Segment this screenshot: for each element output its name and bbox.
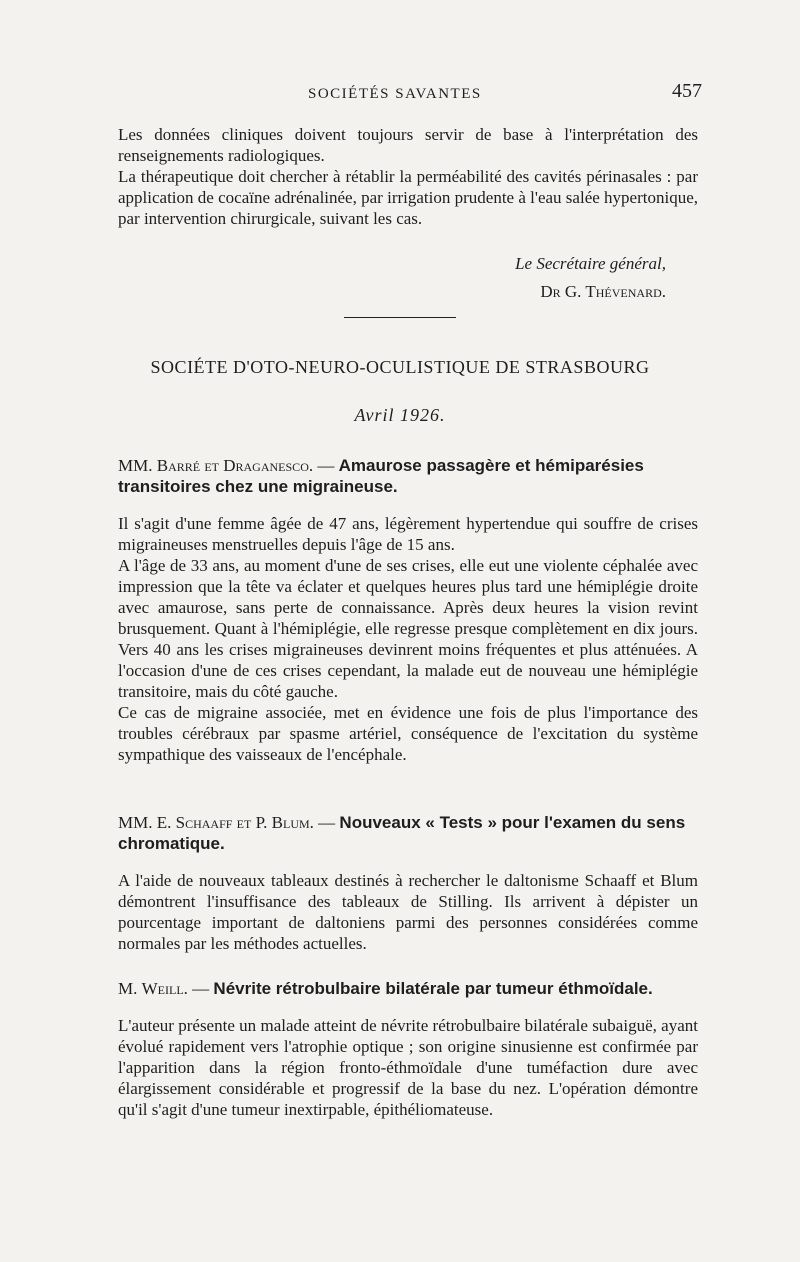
paragraph: A l'âge de 33 ans, au moment d'une de ses crises, elle eut une violente céphalée avec impression que la tête va éclater et quelques heures plus tard une hémiplégie droite avec amaurose, sans perte de connaissance. Après deux heures la vision revint brusquement. Quant à l'hémiplégie, elle regresse presque complètement en dix jours. Vers 40 ans les crises migraineuses devinrent moins fréquentes et plus atténuées. A l'occasion d'une de ces crises cependant, la malade eut de nouveau une hémiplégie transitoire, mais du côté gauche. <box>118 556 698 701</box>
society-date: Avril 1926. <box>354 405 446 425</box>
authors-prefix: MM. <box>118 456 153 475</box>
separator: — <box>318 813 336 832</box>
communication-heading <box>118 978 698 999</box>
paragraph: A l'aide de nouveaux tableaux destinés à rechercher le daltonisme Schaaff et Blum démontrent l'insuffisance des tableaux de Stilling. Ils arrivent à dépister un pourcentage important de daltoniens parmi des personnes considérées comme normales par les méthodes actuelles. <box>118 871 698 953</box>
communication-3 <box>118 978 698 1120</box>
paragraph: Il s'agit d'une femme âgée de 47 ans, légèrement hypertendue qui souffre de crises migraineuses menstruelles depuis l'âge de 15 ans. <box>118 514 698 554</box>
authors: E. Schaaff et P. Blum. <box>156 813 314 832</box>
authors: Barré et Draganesco. <box>156 456 314 475</box>
authors: Weill. <box>141 979 188 998</box>
separator: — <box>192 979 210 998</box>
section-divider <box>344 317 456 318</box>
signature <box>515 250 666 306</box>
intro-paragraph-2: La thérapeutique doit chercher à rétablir la perméabilité des cavités périnasales : par application de cocaïne adrénalinée, par irrigation prudente à l'eau salée hypertonique, par intervention chirurgicale, suivant les cas. <box>118 167 698 228</box>
society-title: SOCIÉTE D'OTO-NEURO-OCULISTIQUE DE STRASBOURG <box>150 357 650 377</box>
authors-prefix: M. <box>118 979 138 998</box>
communication-title: Amaurose passagère et hémiparésies transitoires chez une migraineuse. <box>118 456 644 496</box>
communication-heading <box>118 455 698 497</box>
separator: — <box>317 456 335 475</box>
authors-prefix: MM. <box>118 813 153 832</box>
communication-title: Nouveaux « Tests » pour l'examen du sens chromatique. <box>118 813 686 853</box>
communication-heading <box>118 812 698 854</box>
paragraph: Ce cas de migraine associée, met en évidence une fois de plus l'importance des troubles cérébraux par spasme artériel, conséquence de l'excitation du système sympathique des vaisseaux de l'encéphale. <box>118 703 698 764</box>
communication-title: Névrite rétrobulbaire bilatérale par tumeur éthmoïdale. <box>213 979 653 998</box>
signature-name: Dr G. Thévenard. <box>540 282 666 301</box>
communication-2 <box>118 812 698 954</box>
running-head: SOCIÉTÉS SAVANTES <box>308 86 482 102</box>
communication-1 <box>118 455 698 765</box>
signature-title: Le Secrétaire général, <box>515 254 666 273</box>
intro-paragraph-1: Les données cliniques doivent toujours servir de base à l'interprétation des renseignements radiologiques. <box>118 125 698 165</box>
paragraph: L'auteur présente un malade atteint de névrite rétrobulbaire bilatérale subaiguë, ayant évolué rapidement vers l'atrophie optique ; son origine sinusienne est confirmée par l'apparition dans la région fronto-éthmoïdale d'une tuméfaction dure avec élargissement considérable et progressif de la base du nez. L'opération démontre qu'il s'agit d'une tumeur inextirpable, épithéliomateuse. <box>118 1016 698 1119</box>
page-number: 457 <box>672 80 702 102</box>
intro-text <box>118 124 698 229</box>
